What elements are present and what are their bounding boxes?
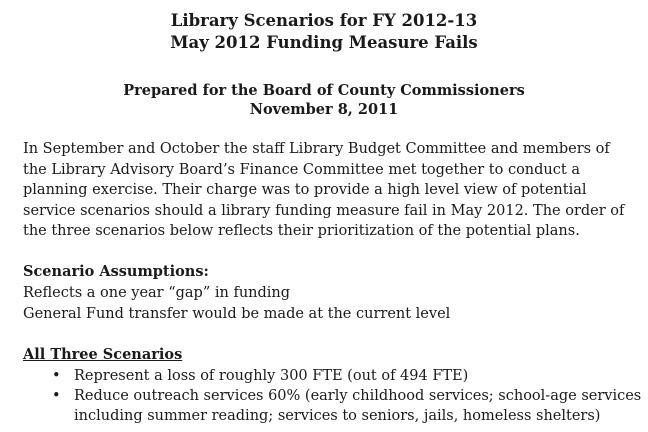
document-date: November 8, 2011: [249, 101, 399, 118]
list-item: [0, 366, 648, 386]
list-item: [0, 386, 648, 426]
all-scenarios-list: [0, 366, 648, 426]
intro-line: the Library Advisory Board’s Finance Committee met together to conduct a: [23, 161, 580, 178]
all-scenarios-heading: All Three Scenarios: [23, 346, 183, 363]
list-item-text: [74, 366, 648, 386]
assumption-item: Reflects a one year “gap” in funding: [23, 285, 291, 301]
assumption-item: General Fund transfer would be made at the current level: [23, 306, 451, 322]
intro-line: planning exercise. Their charge was to provide a high level view of potential: [23, 182, 587, 198]
scenario-assumptions-heading: Scenario Assumptions:: [23, 263, 209, 280]
list-item-line: Reduce outreach services 60% (early childhood services; school-age services: [74, 388, 642, 404]
bullet-icon: •: [52, 368, 61, 384]
document-subtitle: May 2012 Funding Measure Fails: [170, 33, 478, 52]
document-title: Library Scenarios for FY 2012-13: [170, 11, 478, 30]
bullet-icon: •: [52, 388, 61, 404]
list-item-text: [74, 386, 648, 426]
list-item-line: including summer reading; services to seniors, jails, homeless shelters): [74, 408, 601, 424]
intro-line: In September and October the staff Library Budget Committee and members of: [23, 141, 610, 157]
intro-paragraph: [23, 139, 633, 242]
intro-line: service scenarios should a library funding measure fail in May 2012. The order of: [23, 202, 625, 219]
intro-line: the three scenarios below reflects their prioritization of the potential plans.: [23, 223, 580, 239]
list-item-line: Represent a loss of roughly 300 FTE (out of 494 FTE): [74, 368, 469, 384]
prepared-for-line: Prepared for the Board of County Commissioners: [123, 82, 525, 99]
